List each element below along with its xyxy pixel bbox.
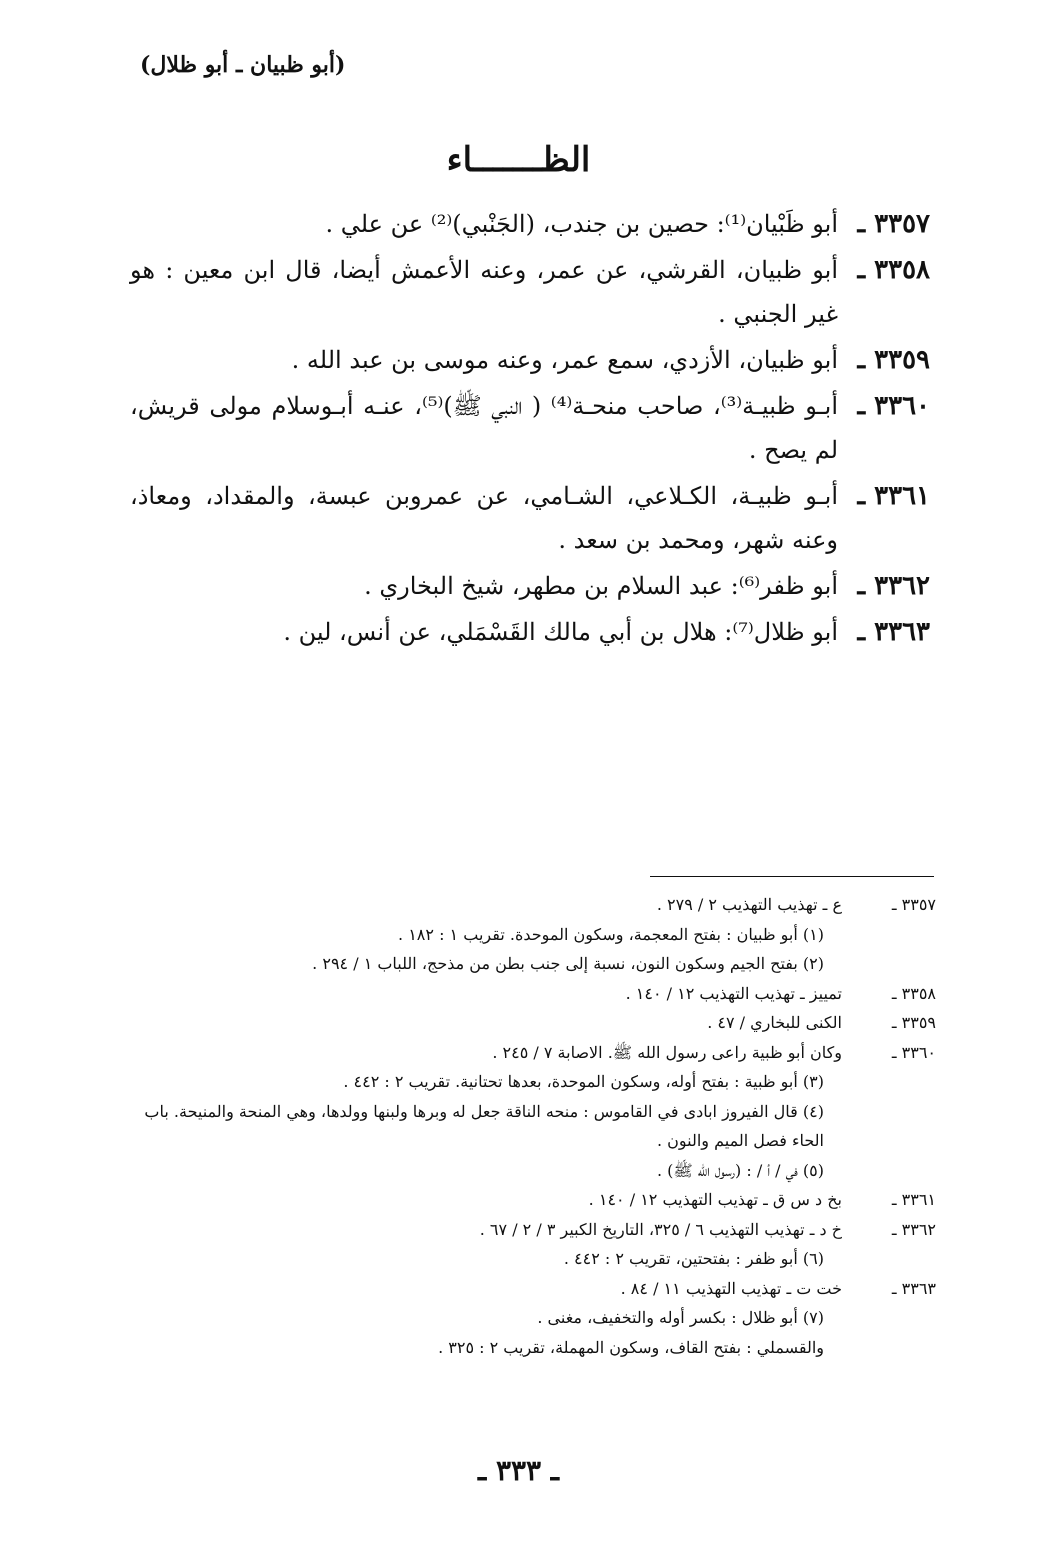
footnote-text: (٢) بفتح الجيم وسكون النون، نسبة إلى جنب بطن من مذحج، اللباب ١ / ٢٩٤ . bbox=[312, 954, 824, 973]
entry-text: أبو ظبيان، الأزدي، سمع عمر، وعنه موسى بن عبد الله . bbox=[291, 346, 838, 374]
footnote-row bbox=[130, 1156, 936, 1186]
entry-3363 bbox=[130, 610, 930, 654]
footnote-ref-number: ٣٣٥٧ ـ bbox=[891, 895, 936, 914]
footnote-text: خ د ـ تهذيب التهذيب ٦ / ٣٢٥، التاريخ الكبير ٣ / ٢ / ٦٧ . bbox=[479, 1219, 842, 1239]
entry-3361 bbox=[130, 474, 930, 562]
footnote-row bbox=[130, 1333, 936, 1363]
entry-text: أبو ظبيان، القرشي، عن عمر، وعنه الأعمش أيضا، قال ابن معين : هو غير الجنبي . bbox=[130, 256, 838, 328]
footnote-ref-number: ٣٣٥٨ ـ bbox=[891, 983, 936, 1003]
entry-number: ٣٣٥٧ ـ bbox=[857, 209, 930, 239]
entry-3357 bbox=[130, 202, 930, 246]
entry-3358 bbox=[130, 248, 930, 336]
footnote-text: خت ت ـ تهذيب التهذيب ١١ / ٨٤ . bbox=[620, 1278, 842, 1298]
entry-number: ٣٣٦٢ ـ bbox=[857, 571, 930, 601]
footnote-row bbox=[130, 1185, 936, 1215]
footnote-ref-number: ٣٣٦٠ ـ bbox=[891, 1042, 936, 1062]
entry-text: أبـو ظبيـة، الكـلاعي، الشـامي، عن عمروبن عبسة، والمقداد، ومعاذ، وعنه شهر، ومحمد بن سعد . bbox=[130, 482, 838, 554]
footnote-text: تمييز ـ تهذيب التهذيب ١٢ / ١٤٠ . bbox=[625, 983, 842, 1003]
entry-text: أبو ظَبْيان⁽¹⁾: حصين بن جندب، (الجَنْبي)⁽²⁾ عن علي . bbox=[325, 210, 838, 238]
entry-text: أبـو ظبيـة⁽³⁾، صاحب منحـة⁽⁴⁾ ( النبي ﷺ)⁽⁵⁾، عنـه أبـوسلام مولى قريش، لم يصح . bbox=[130, 392, 838, 464]
entry-3359 bbox=[130, 338, 930, 382]
footnote-row bbox=[130, 1097, 936, 1156]
footnote-divider bbox=[650, 876, 934, 877]
footnote-row bbox=[130, 1274, 936, 1304]
footnote-text: والقسملي : بفتح القاف، وسكون المهملة، تقريب ٢ : ٣٢٥ . bbox=[438, 1337, 824, 1357]
footnote-ref-number: ٣٣٦٢ ـ bbox=[891, 1219, 936, 1239]
footnote-text: بخ د س ق ـ تهذيب التهذيب ١٢ / ١٤٠ . bbox=[588, 1190, 842, 1209]
footnote-row bbox=[130, 1244, 936, 1274]
footnote-ref-number: ٣٣٥٩ ـ bbox=[891, 1013, 936, 1032]
footnote-text: (٦) أبو ظفر : بفتحتين، تقريب ٢ : ٤٤٢ . bbox=[563, 1249, 824, 1268]
footnote-row bbox=[130, 1038, 936, 1068]
section-title: الظـــــــاء bbox=[446, 140, 591, 180]
footnote-row bbox=[130, 1303, 936, 1333]
footnote-text: (١) أبو ظبيان : بفتح المعجمة، وسكون الموحدة. تقريب ١ : ١٨٢ . bbox=[398, 924, 824, 944]
entry-number: ٣٣٦٠ ـ bbox=[857, 391, 930, 421]
footnote-text: (٣) أبو ظبية : بفتح أوله، وسكون الموحدة، بعدها تحتانية. تقريب ٢ : ٤٤٢ . bbox=[343, 1072, 824, 1091]
footnote-ref-number: ٣٣٦١ ـ bbox=[891, 1190, 936, 1209]
entry-3362 bbox=[130, 564, 930, 608]
entry-number: ٣٣٥٩ ـ bbox=[857, 345, 930, 375]
entry-number: ٣٣٦٣ ـ bbox=[857, 617, 930, 647]
footnote-row bbox=[130, 1215, 936, 1245]
footnote-text: (٥) في / أ / : (رسول الله ﷺ) . bbox=[656, 1160, 824, 1180]
page-number: ـ ٣٣٣ ـ bbox=[477, 1454, 560, 1487]
entries-list bbox=[130, 202, 930, 656]
footnote-ref-number: ٣٣٦٣ ـ bbox=[891, 1278, 936, 1298]
footnote-text: الكنى للبخاري / ٤٧ . bbox=[707, 1013, 842, 1032]
entry-number: ٣٣٦١ ـ bbox=[857, 481, 930, 511]
footnote-text: ع ـ تهذيب التهذيب ٢ / ٢٧٩ . bbox=[656, 895, 842, 914]
footnote-row bbox=[130, 1008, 936, 1038]
entry-text: أبو ظلال⁽⁷⁾: هلال بن أبي مالك القَسْمَلي، عن أنس، لين . bbox=[283, 618, 838, 646]
footnote-row bbox=[130, 979, 936, 1009]
footnote-row bbox=[130, 1067, 936, 1097]
footnote-row bbox=[130, 920, 936, 950]
footnote-text: وكان أبو ظبية راعى رسول الله ﷺ. الاصابة ٧ / ٢٤٥ . bbox=[492, 1042, 842, 1062]
footnote-text: (٧) أبو ظلال : بكسر أوله والتخفيف، مغنى . bbox=[537, 1308, 824, 1327]
entry-number: ٣٣٥٨ ـ bbox=[857, 255, 930, 285]
footnote-row bbox=[130, 949, 936, 979]
footnote-row bbox=[130, 890, 936, 920]
entry-text: أبو ظفر⁽⁶⁾: عبد السلام بن مطهر، شيخ البخاري . bbox=[364, 572, 838, 600]
footnotes bbox=[130, 890, 936, 1362]
footnote-text: (٤) قال الفيروز ابادى في القاموس : منحه الناقة جعل له وبرها ولبنها وولدها، وهي المنحة والمنيحة. باب الحاء فصل الميم والنون . bbox=[144, 1101, 824, 1150]
entry-3360 bbox=[130, 384, 930, 472]
running-header: (أبو ظبيان ـ أبو ظلال) bbox=[140, 52, 346, 78]
